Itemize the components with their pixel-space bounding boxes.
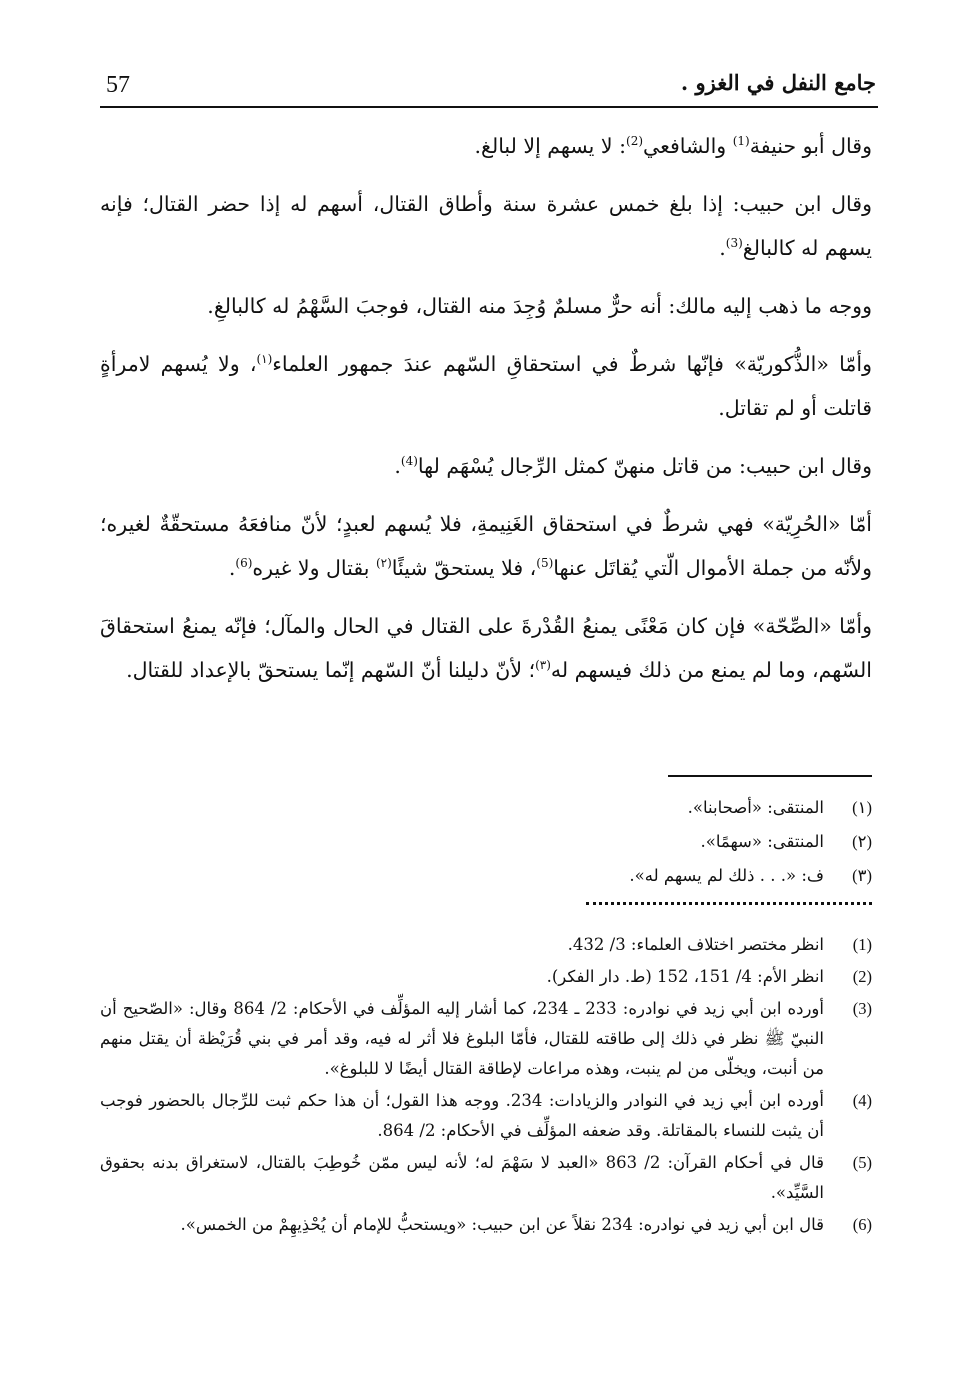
footnote: (3) أورده ابن أبي زيد في نوادره: 233 ـ 234، كما أشار إليه المؤلِّف في الأحكام: 2/ 864 وقال: «الصّحيح أن النبيّ ﷺ نظر في ذلك إلى طاقته للقتال، فأمّا البلوغ فلا أثر له فيه، وقد أمر في بني قُرَيْظة أن يقتل منهم من أنبت، ويخلّى من لم ينبت، وهذه مراعات لإطاقة القتال أيضًا لا للبلوغ». <box>100 999 872 1078</box>
footnote: (2) انظر الأم: 4/ 151، 152 (ط. دار الفكر). <box>546 967 872 986</box>
footnote-ref: (2) <box>626 134 644 149</box>
variant-notes <box>400 792 872 894</box>
variant-ref: (٣) <box>535 658 551 673</box>
page-header <box>100 66 878 108</box>
paragraph: ووجه ما ذهب إليه مالك: أنه حرٌّ مسلمٌ وُجِدَ منه القتال، فوجبَ السَّهْمُ له كالبالغِ. <box>207 294 872 318</box>
variant-ref: (٢) <box>375 556 392 571</box>
variant-ref: (١) <box>256 352 273 367</box>
running-title: جامع النفل في الغزو . <box>680 70 876 95</box>
footnote: (1) انظر مختصر اختلاف العلماء: 3/ 432. <box>567 935 872 954</box>
paragraph: وقال ابن حبيب: من قاتل منهنّ كمثل الرِّجال يُسْهَم لها$^{(4)}$. <box>394 454 872 478</box>
page-number: 57 <box>106 72 130 98</box>
footnote-ref: (5) <box>536 556 554 571</box>
footnotes <box>100 930 872 1242</box>
paragraph: وأمّا «الصِّحّة» فإن كان مَعْنًى يمنعُ القُدْرةَ على القتال في الحال والمآل؛ فإنّه يمنعُ استحقاقَ السّهم، وما لم يمنع من ذلك فيسهم له$^{(٣)}$؛ لأنّ دليلنا أنّ السّهم إنّما يستحقّ بالإعداد للقتال. <box>100 614 872 682</box>
footnote-ref: (3) <box>725 236 743 251</box>
main-text <box>100 124 872 706</box>
variant-note: (٣) ف: «. . . ذلك لم يسهم له». <box>629 866 872 885</box>
footnote: (4) أورده ابن أبي زيد في النوادر والزيادات: 234. ووجه هذا القول؛ أن هذا حكم ثبت للرِّجال بالحضور فوجب أن يثبت للنساء بالمقاتلة. وقد ضعفه المؤلِّف في الأحكام: 2/ 864. <box>100 1091 872 1140</box>
variant-note: (١) المنتقى: «أصحابنا». <box>687 798 872 817</box>
paragraph: وقال أبو حنيفة$^{(1)}$ والشافعي$^{(2)}$: لا يسهم إلا لبالغ. <box>474 134 872 158</box>
paragraph: أمّا «الحُرِيّة» فهي شرطٌ في استحقاق الغَنِيمةِ، فلا يُسهم لعبدٍ؛ لأنّ منافعَهُ مستحقّةٌ لغيره؛ ولأنّه من جملة الأموال الّتي يُقاتَل عنها$^{(5)}$، فلا يستحقّ شيئًا$^{(٢)}$ بقتال ولا غيره$^{(6)}$. <box>100 512 872 580</box>
dotted-separator <box>586 902 872 905</box>
footnote-ref: (4) <box>400 454 418 469</box>
variant-note: (٢) المنتقى: «سهمًا». <box>700 832 872 851</box>
footnote-ref: (1) <box>732 134 750 149</box>
footnote-ref: (6) <box>235 556 253 571</box>
footnote: (6) قال ابن أبي زيد في نوادره: 234 نقلاً عن ابن حبيب: «ويستحبُّ للإمام أن يُحْذِيهِمْ من الخمس». <box>180 1215 872 1234</box>
paragraph: وقال ابن حبيب: إذا بلغ خمس عشرة سنة وأطاق القتال، أسهم له إذا حضر القتال؛ فإنه يسهم له كالبالغ$^{(3)}$. <box>100 192 872 260</box>
paragraph: وأمّا «الذُّكوريّة» فإنّها شرطٌ في استحقاقِ السّهم عندَ جمهور العلماء$^{(١)}$، ولا يُسهم لامرأةٍ قاتلت أو لم تقاتل. <box>100 352 872 420</box>
footnote: (5) قال في أحكام القرآن: 2/ 863 «العبد لا سَهْمَ له؛ لأنه ليس ممّن خُوطِبَ بالقتال، لاستغراق بدنه بحقوق السَّيِّد». <box>100 1153 872 1202</box>
footnote-separator <box>668 775 872 777</box>
